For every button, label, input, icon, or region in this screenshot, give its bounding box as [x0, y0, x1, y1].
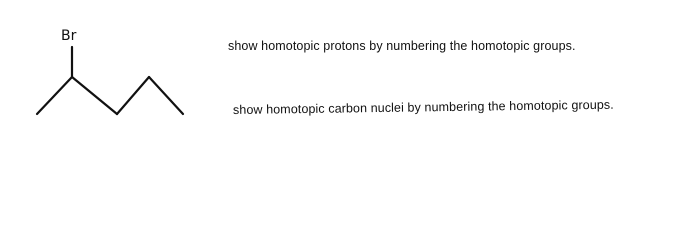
bromine-label: Br	[61, 28, 77, 44]
c4-c5-bond	[149, 77, 183, 114]
bond-lines	[0, 0, 200, 165]
question-homotopic-protons: show homotopic protons by numbering the homotopic groups.	[228, 39, 576, 53]
question-homotopic-carbons: show homotopic carbon nuclei by numbering the homotopic groups.	[232, 97, 614, 117]
c1-c2-bond	[37, 77, 72, 114]
c2-c3-bond	[72, 77, 117, 114]
skeletal-structure	[0, 0, 200, 165]
c3-c4-bond	[117, 77, 149, 114]
